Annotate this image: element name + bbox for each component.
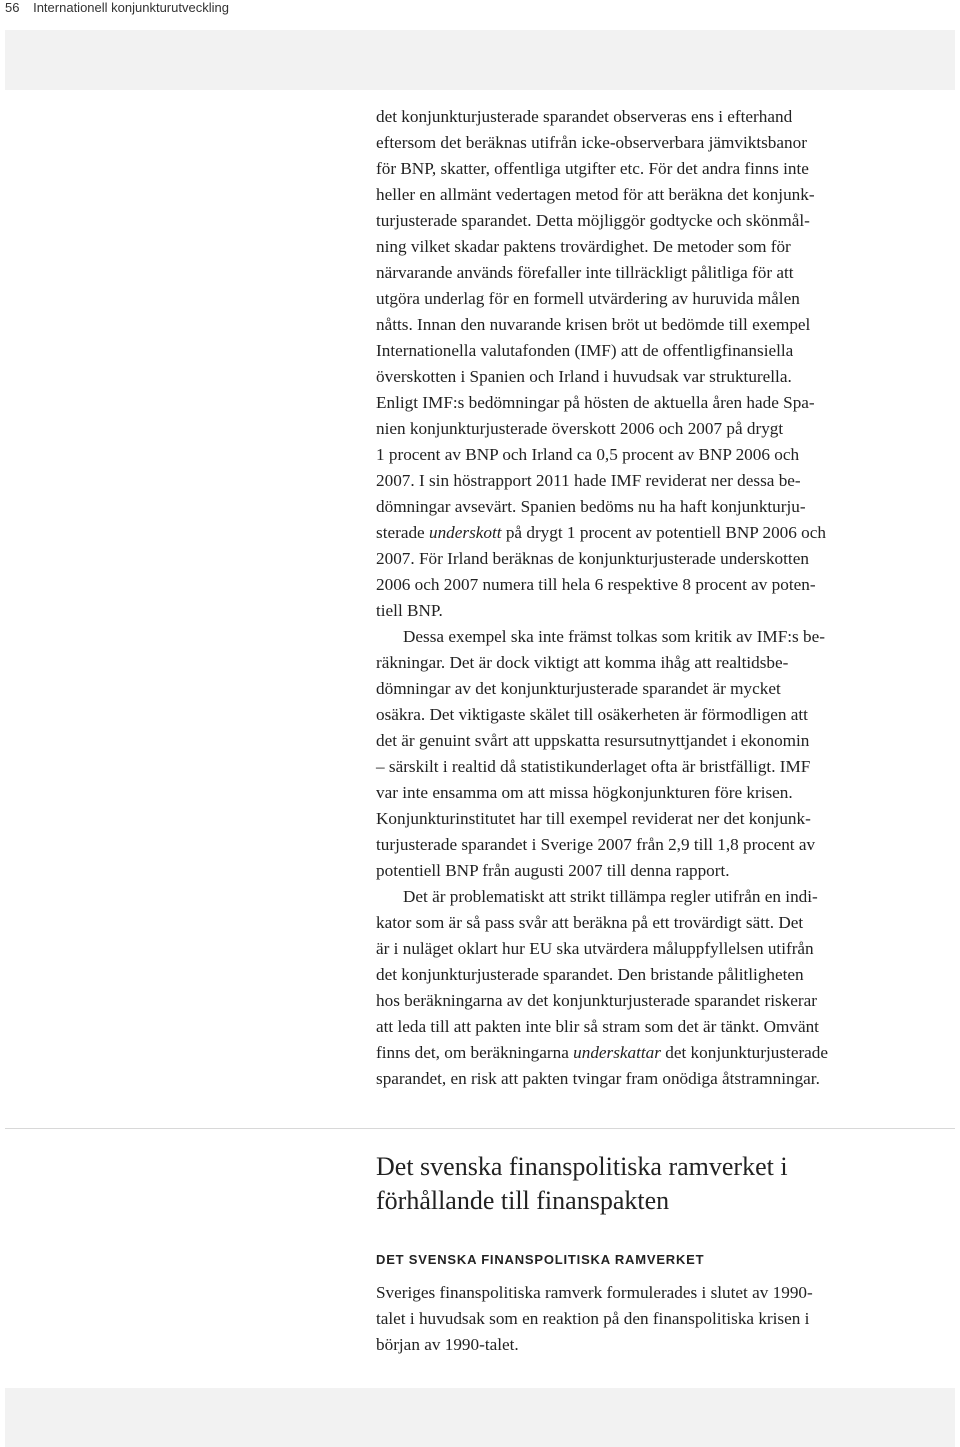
text-line: hos beräkningarna av det konjunkturjusterade sparandet riskerar [376, 991, 817, 1010]
text-line: turjusterade sparandet i Sverige 2007 från 2,9 till 1,8 procent av [376, 835, 816, 854]
text-line: överskotten i Spanien och Irland i huvudsak var strukturella. [376, 367, 792, 386]
text-line: sparandet, en risk att pakten tvingar fram onödiga åtstramningar. [376, 1069, 820, 1088]
text-line: Internationella valutafonden (IMF) att de offentligfinansiella [376, 341, 794, 360]
text-line: närvarande används förefaller inte tillräckligt pålitliga för att [376, 263, 794, 282]
section-title-line: Det svenska finanspolitiska ramverket i [376, 1152, 788, 1181]
line-part: det konjunkturjusterade [660, 1043, 829, 1062]
text-line: 1 procent av BNP och Irland ca 0,5 procent av BNP 2006 och [376, 445, 800, 464]
line-part: på drygt 1 procent av potentiell BNP 2006 och [501, 523, 826, 542]
text-line: ning vilket skadar paktens trovärdighet. De metoder som för [376, 237, 791, 256]
text-line: Det är problematiskt att strikt tillämpa regler utifrån en indi- [403, 887, 818, 906]
text-line: tiell BNP. [376, 601, 443, 620]
text-line: början av 1990-talet. [376, 1335, 519, 1354]
text-line: för BNP, skatter, offentliga utgifter etc. För det andra finns inte [376, 159, 809, 178]
subheading: DET SVENSKA FINANSPOLITISKA RAMVERKET [376, 1252, 705, 1267]
text-line: turjusterade sparandet. Detta möjliggör godtycke och skönmål- [376, 211, 810, 230]
page-number: 56 [5, 0, 20, 15]
text-line: räkningar. Det är dock viktigt att komma ihåg att realtidsbe- [376, 653, 789, 672]
text-line: det är genuint svårt att uppskatta resursutnyttjandet i ekonomin [376, 731, 810, 750]
text-line: är i nuläget oklart hur EU ska utvärdera måluppfyllelsen utifrån [376, 939, 814, 958]
emphasis-underskattar: underskattar [573, 1043, 661, 1062]
text-line: nåtts. Innan den nuvarande krisen bröt ut bedömde till exempel [376, 315, 811, 334]
running-header [5, 0, 229, 16]
section-paragraph [376, 1280, 906, 1358]
text-line: potentiell BNP från augusti 2007 till denna rapport. [376, 861, 730, 880]
text-line: kator som är så pass svår att beräkna på ett trovärdigt sätt. Det [376, 913, 804, 932]
text-line: Dessa exempel ska inte främst tolkas som kritik av IMF:s be- [403, 627, 825, 646]
text-line: dömningar av det konjunkturjusterade sparandet är mycket [376, 679, 781, 698]
section-title-line: förhållande till finanspakten [376, 1186, 670, 1215]
section-title [376, 1150, 916, 1218]
text-line: heller en allmänt vedertagen metod för att beräkna det konjunk- [376, 185, 815, 204]
text-line: – särskilt i realtid då statistikunderlaget ofta är bristfälligt. IMF [376, 757, 811, 776]
text-line: utgöra underlag för en formell utvärdering av huruvida målen [376, 289, 800, 308]
footer-band [5, 1388, 955, 1447]
text-line: nien konjunkturjusterade överskott 2006 och 2007 på drygt [376, 419, 784, 438]
text-line: att leda till att pakten inte blir så stram som det är tänkt. Omvänt [376, 1017, 819, 1036]
text-line: det konjunkturjusterade sparandet observeras ens i efterhand [376, 107, 793, 126]
line-part: sterade [376, 523, 429, 542]
text-line: eftersom det beräknas utifrån icke-observerbara jämviktsbanor [376, 133, 807, 152]
emphasis-underskott: underskott [428, 523, 502, 542]
text-line [376, 1040, 906, 1066]
text-line: talet i huvudsak som en reaktion på den finanspolitiska krisen i [376, 1309, 810, 1328]
text-line: Sveriges finanspolitiska ramverk formulerades i slutet av 1990- [376, 1283, 813, 1302]
text-line: dömningar avsevärt. Spanien bedöms nu ha haft konjunkturju- [376, 497, 806, 516]
body-paragraph-3 [376, 884, 906, 1092]
text-line: Konjunkturinstitutet har till exempel reviderat ner det konjunk- [376, 809, 811, 828]
header-band [5, 30, 955, 90]
section-divider [5, 1128, 955, 1129]
body-paragraph-2 [376, 624, 906, 884]
body-paragraph-1 [376, 104, 906, 624]
line-part: finns det, om beräkningarna [376, 1043, 574, 1062]
text-line: 2007. I sin höstrapport 2011 hade IMF reviderat ner dessa be- [376, 471, 801, 490]
text-line: Enligt IMF:s bedömningar på hösten de aktuella åren hade Spa- [376, 393, 815, 412]
text-line: osäkra. Det viktigaste skälet till osäkerheten är förmodligen att [376, 705, 808, 724]
text-line: 2006 och 2007 numera till hela 6 respektive 8 procent av poten- [376, 575, 816, 594]
text-line [376, 520, 906, 546]
text-line: 2007. För Irland beräknas de konjunkturjusterade underskotten [376, 549, 809, 568]
text-line: det konjunkturjusterade sparandet. Den bristande pålitligheten [376, 965, 804, 984]
text-line: var inte ensamma om att missa högkonjunkturen före krisen. [376, 783, 793, 802]
running-title: Internationell konjunkturutveckling [33, 0, 229, 15]
